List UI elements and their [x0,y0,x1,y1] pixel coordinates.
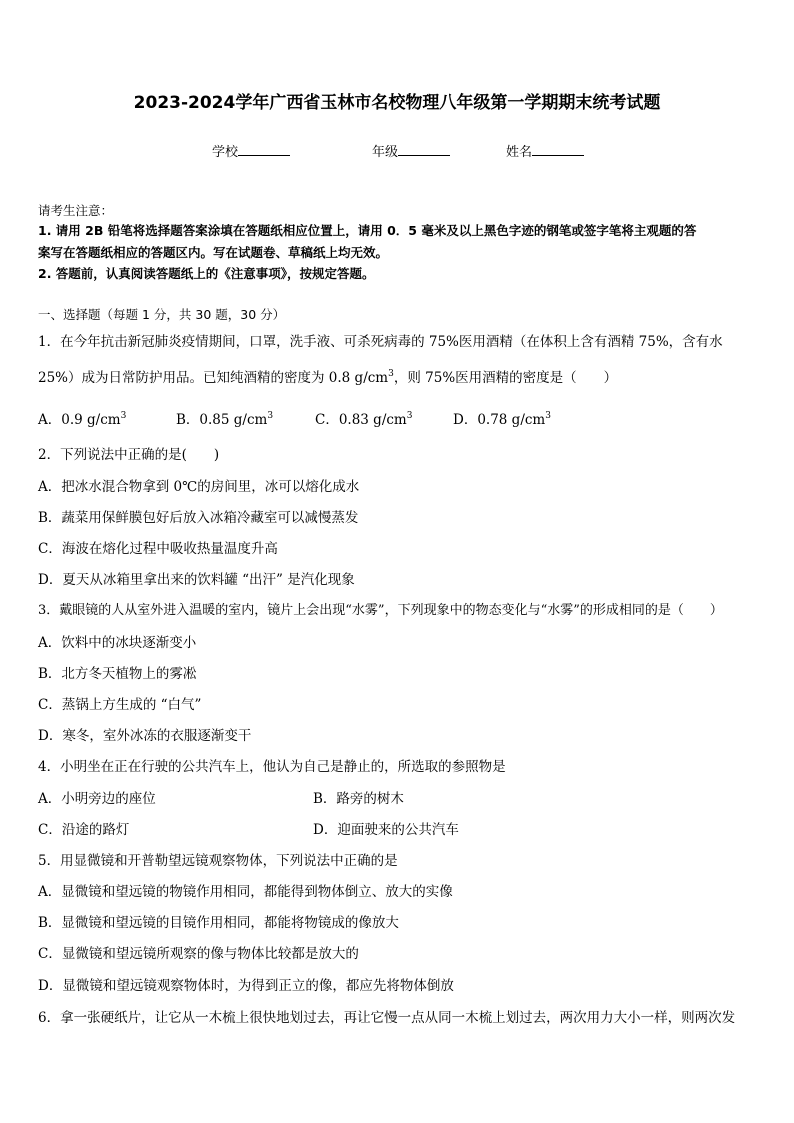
q1-option-c-text: C．0.83 g/cm [315,412,407,428]
grade-field [372,141,450,160]
q2-option-d: D．夏天从冰箱里拿出来的饮料罐 “出汗” 是汽化现象 [38,572,355,588]
school-field [212,141,290,160]
q1-option-d [453,411,551,429]
q1-option-b [176,411,273,429]
q2-stem: 2．下列说法中正确的是( ) [38,447,220,463]
q3-stem: 3．戴眼镜的人从室外进入温暖的室内，镜片上会出现“水雾”，下列现象中的物态变化与“水雾”的形成相同的是（ ） [38,603,723,618]
notice-line-1: 1. 请用 2B 铅笔将选择题答案涂填在答题纸相应位置上，请用 0．5 毫米及以上黑色字迹的钢笔或签字笔将主观题的答 [38,223,697,238]
q2-option-a: A．把冰水混合物拿到 0℃的房间里，冰可以熔化成水 [38,479,360,495]
name-blank [532,142,584,156]
q4-option-d: D．迎面驶来的公共汽车 [313,822,459,838]
q1-option-d-sup: 3 [545,411,551,421]
q1-option-c [315,411,412,429]
q1-option-a-sup: 3 [120,411,127,421]
q3-option-d: D．寒冬，室外冰冻的衣服逐渐变干 [38,728,252,744]
grade-label: 年级 [372,145,399,160]
q1-option-b-text: B．0.85 g/cm [176,412,268,428]
name-label: 姓名 [506,145,533,160]
q5-stem: 5．用显微镜和开普勒望远镜观察物体，下列说法中正确的是 [38,853,398,869]
school-blank [238,142,290,156]
q4-option-b: B．路旁的树木 [313,791,404,807]
q1-option-c-sup: 3 [406,411,413,421]
q1-option-d-text: D．0.78 g/cm [453,412,546,428]
q1-stem-line-1: 1．在今年抗击新冠肺炎疫情期间，口罩，洗手液、可杀死病毒的 75%医用酒精（在体积上含有酒精 75%，含有水 [38,334,723,350]
q1-option-a [38,411,126,429]
q3-option-c: C．蒸锅上方生成的 “白气” [38,697,202,713]
q3-option-b: B．北方冬天植物上的雾凇 [38,666,197,682]
school-label: 学校 [212,145,239,160]
q4-stem: 4．小明坐在正在行驶的公共汽车上，他认为自己是静止的，所选取的参照物是 [38,759,506,775]
q1-stem-text-b: ，则 75%医用酒精的密度是（ ） [393,370,618,386]
q2-option-c: C．海波在熔化过程中吸收热量温度升高 [38,541,278,557]
notice-heading: 请考生注意： [38,203,114,218]
q3-option-a: A．饮料中的冰块逐渐变小 [38,635,197,651]
q4-option-c: C．沿途的路灯 [38,822,130,838]
q5-option-b: B．显微镜和望远镜的目镜作用相同，都能将物镜成的像放大 [38,915,399,931]
q5-option-d: D．显微镜和望远镜观察物体时，为得到正立的像，都应先将物体倒放 [38,978,454,994]
q2-option-b: B．蔬菜用保鲜膜包好后放入冰箱冷藏室可以减慢蒸发 [38,510,359,526]
q1-stem-line-2 [38,369,617,387]
q1-stem-sup: 3 [388,369,394,379]
exam-title: 2023-2024学年广西省玉林市名校物理八年级第一学期期末统考试题 [133,93,661,113]
section-1-heading: 一、选择题（每题 1 分，共 30 题，30 分） [38,307,286,322]
q4-option-a: A．小明旁边的座位 [38,791,156,807]
q5-option-a: A．显微镜和望远镜的物镜作用相同，都能得到物体倒立、放大的实像 [38,884,453,900]
q1-option-b-sup: 3 [267,411,274,421]
q5-option-c: C．显微镜和望远镜所观察的像与物体比较都是放大的 [38,946,359,962]
q6-stem: 6．拿一张硬纸片，让它从一木梳上很快地划过去，再让它慢一点从同一木梳上划过去，两次用力大小一样，则两次发 [38,1010,736,1026]
notice-line-3: 2. 答题前，认真阅读答题纸上的《注意事项》，按规定答题。 [38,266,375,281]
q1-option-a-text: A．0.9 g/cm [38,412,121,428]
grade-blank [398,142,450,156]
name-field [506,141,584,160]
notice-line-2: 案写在答题纸相应的答题区内。写在试题卷、草稿纸上均无效。 [38,245,389,260]
q1-stem-text-a: 25%）成为日常防护用品。已知纯酒精的密度为 0.8 g/cm [38,370,389,386]
